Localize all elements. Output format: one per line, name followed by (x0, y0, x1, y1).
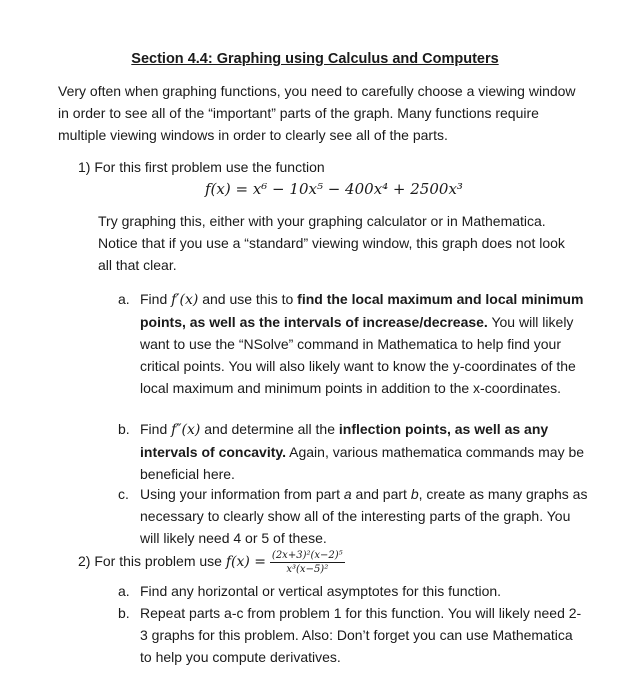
part-a-bold: find the local maximum and local minimum points, as well as the intervals of increase/decrease. (140, 291, 584, 330)
part-b-pre: Find (140, 421, 172, 437)
problem-1-equation: f(x) = x⁶ − 10x⁵ − 400x⁴ + 2500x³ (205, 180, 463, 198)
part-b-mid: and determine all the (200, 421, 339, 437)
p2-part-a-text: Find any horizontal or vertical asymptotes for this function. (140, 583, 502, 599)
part-c-text-3: , create as many graphs as necessary to clearly show all of the interesting parts of the graph. You will likely need 4 or 5 of these. (140, 486, 588, 546)
part-a-post: You will likely want to use the “NSolve” command in Mathematica to help find your critical points. You will also likely want to know the y-coordinates of the local maximum and minimum points in addition to the x-coordinates. (140, 314, 576, 396)
fraction-numerator: (2x+3)²(x−2)⁵ (271, 550, 343, 561)
p2-part-b-text: Repeat parts a-c from problem 1 for this function. You will likely need 2-3 graphs for this problem. Also: Don’t forget you can use Mathematica to help you compute derivatives. (140, 605, 582, 665)
problem-2-fraction (270, 550, 345, 575)
part-c-text-1: Using your information from part (140, 486, 344, 502)
problem-2-number: 2) (78, 553, 91, 570)
part-c-label: c. (118, 486, 129, 502)
part-a-label: a. (118, 291, 130, 307)
problem-1-number: 1) (78, 159, 91, 175)
part-c-text-2: and part (351, 486, 411, 502)
part-a-mid: and use this to (198, 291, 298, 307)
intro-paragraph: Very often when graphing functions, you need to carefully choose a viewing window in order to see all of the “important” parts of the graph. Many functions require multiple viewing windows in order to clearly see all of the parts. (58, 83, 576, 143)
fraction-denominator: x³(x−5)² (286, 564, 329, 575)
problem-1-heading (78, 156, 578, 178)
part-a-math: f′(x) (171, 292, 199, 308)
problem-2-text: For this problem use (94, 553, 226, 570)
part-c-italic-a: a (343, 486, 352, 502)
part-a-pre: Find (140, 291, 172, 307)
part-c-italic-b: b (410, 486, 419, 502)
p2-part-a-label: a. (118, 583, 130, 599)
page-title: Section 4.4: Graphing using Calculus and Computers (131, 51, 499, 67)
problem-2-fx: f(x) = (225, 554, 267, 571)
part-b-math: f″(x) (171, 422, 201, 438)
part-c-text (140, 483, 588, 549)
part-a-text (140, 288, 588, 399)
p2-part-b-label: b. (118, 605, 130, 621)
problem-1-try-paragraph: Try graphing this, either with your graphing calculator or in Mathematica. Notice that if you use a “standard” viewing window, this graph does not look all that clear. (98, 213, 565, 273)
problem-2-heading (78, 550, 578, 575)
problem-1-text: For this first problem use the function (94, 159, 325, 175)
part-b-text (140, 418, 588, 485)
part-b-label: b. (118, 421, 130, 437)
part-b-post: Again, various mathematica commands may be beneficial here. (140, 444, 585, 482)
part-b-bold: inflection points, as well as any intervals of concavity. (140, 421, 549, 460)
